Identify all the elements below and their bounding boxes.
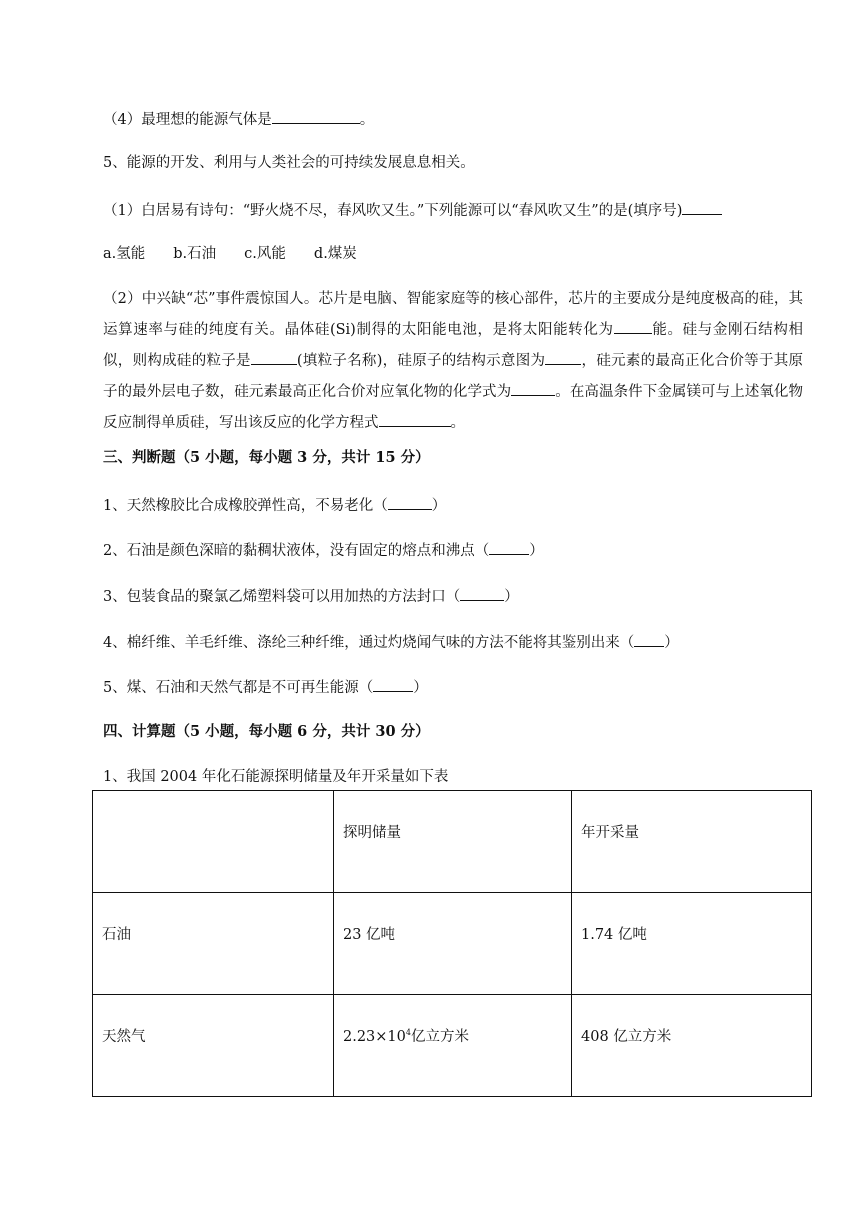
question-5-2-text-e: 。在高温条件下金属镁可与上述氧化物反应制得单质硅，写出该反应的化学方程式 bbox=[103, 384, 804, 431]
table-cell: 天然气 bbox=[93, 995, 334, 1097]
answer-blank[interactable] bbox=[373, 676, 413, 692]
table-cell: 408 亿立方米 bbox=[572, 995, 812, 1097]
reserve-base: 2.23×10 bbox=[343, 1029, 406, 1045]
question-5-options bbox=[103, 244, 385, 264]
question-5-2-text-d: ，硅元素的最高正化合价等于其原子的最外层电子数，硅元素最高正化合价对应氧化物的化学式为 bbox=[103, 353, 804, 400]
answer-blank[interactable] bbox=[251, 349, 297, 365]
question-5-2-text-b: 能。硅与金刚石结构相似，则构成硅的粒子是 bbox=[103, 322, 803, 369]
question-5-2-text-a: （2）中兴缺“芯”事件震惊国人。芯片是电脑、智能家庭等的核心部件，芯片的主要成分是纯度极高的硅，其运算速率与硅的纯度有关。晶体硅(Si)制得的太阳能电池，是将太阳能转化为 bbox=[103, 291, 803, 338]
judge-item-2-text: 2、石油是颜色深暗的黏稠状液体，没有固定的熔点和沸点（ bbox=[103, 543, 490, 559]
judge-item-5-end: ） bbox=[413, 680, 428, 696]
judge-item-3-end: ） bbox=[504, 589, 519, 605]
answer-blank[interactable] bbox=[388, 494, 432, 510]
reserve-exponent: 4 bbox=[405, 1028, 411, 1038]
question-4-end: 。 bbox=[359, 112, 375, 128]
table-header-cell: 年开采量 bbox=[572, 791, 812, 893]
answer-blank[interactable] bbox=[511, 380, 555, 396]
table-cell bbox=[334, 995, 572, 1097]
judge-item-5-text: 5、煤、石油和天然气都是不可再生能源（ bbox=[103, 680, 374, 696]
question-5-2-paragraph bbox=[103, 284, 803, 439]
option-d: d.煤炭 bbox=[313, 246, 357, 262]
table-cell: 1.74 亿吨 bbox=[572, 893, 812, 995]
question-5-2-text-c: (填粒子名称)，硅原子的结构示意图为 bbox=[296, 353, 546, 369]
option-b: b.石油 bbox=[173, 246, 217, 262]
judge-item-3-text: 3、包装食品的聚氯乙烯塑料袋可以用加热的方法封口（ bbox=[103, 589, 461, 605]
table-row bbox=[93, 893, 812, 995]
option-a: a.氢能 bbox=[103, 246, 146, 262]
question-4-line bbox=[103, 108, 374, 130]
answer-blank[interactable] bbox=[545, 349, 581, 365]
question-5-stem: 5、能源的开发、利用与人类社会的可持续发展息息相关。 bbox=[103, 155, 475, 171]
judge-item-2 bbox=[103, 539, 544, 561]
answer-blank[interactable] bbox=[460, 585, 504, 601]
judge-item-2-end: ） bbox=[529, 543, 544, 559]
judge-item-1-end: ） bbox=[431, 498, 447, 514]
judge-item-1-text: 1、天然橡胶比合成橡胶弹性高，不易老化（ bbox=[103, 498, 388, 514]
answer-blank[interactable] bbox=[489, 539, 529, 555]
judge-item-3 bbox=[103, 585, 519, 607]
calc-question-1: 1、我国 2004 年化石能源探明储量及年开采量如下表 bbox=[103, 769, 449, 785]
option-c: c.风能 bbox=[244, 246, 286, 262]
table-header-cell bbox=[93, 791, 334, 893]
answer-blank[interactable] bbox=[634, 631, 664, 647]
section-4-title: 四、计算题（5 小题，每小题 6 分，共计 30 分） bbox=[103, 723, 430, 740]
table-header-cell: 探明储量 bbox=[334, 791, 572, 893]
question-4-text: （4）最理想的能源气体是 bbox=[103, 112, 272, 128]
question-5-1-text: （1）白居易有诗句：“野火烧不尽，春风吹又生。”下列能源可以“春风吹又生”的是(填序号) bbox=[103, 203, 683, 219]
table-cell: 石油 bbox=[93, 893, 334, 995]
answer-blank[interactable] bbox=[272, 108, 360, 124]
energy-reserves-table bbox=[92, 790, 812, 1097]
reserve-unit: 亿立方米 bbox=[410, 1029, 469, 1045]
judge-item-5 bbox=[103, 676, 428, 698]
question-5-2-text-f: 。 bbox=[450, 415, 465, 431]
judge-item-4-end: ） bbox=[664, 635, 679, 651]
answer-blank[interactable] bbox=[614, 318, 652, 334]
section-3-title: 三、判断题（5 小题，每小题 3 分，共计 15 分） bbox=[103, 449, 430, 466]
table-cell: 23 亿吨 bbox=[334, 893, 572, 995]
answer-blank[interactable] bbox=[682, 199, 722, 215]
judge-item-4 bbox=[103, 631, 679, 653]
question-5-1-line bbox=[103, 199, 722, 221]
answer-blank[interactable] bbox=[379, 411, 451, 427]
judge-item-4-text: 4、棉纤维、羊毛纤维、涤纶三种纤维，通过灼烧闻气味的方法不能将其鉴别出来（ bbox=[103, 635, 635, 651]
table-header-row bbox=[93, 791, 812, 893]
table-row bbox=[93, 995, 812, 1097]
judge-item-1 bbox=[103, 494, 446, 516]
